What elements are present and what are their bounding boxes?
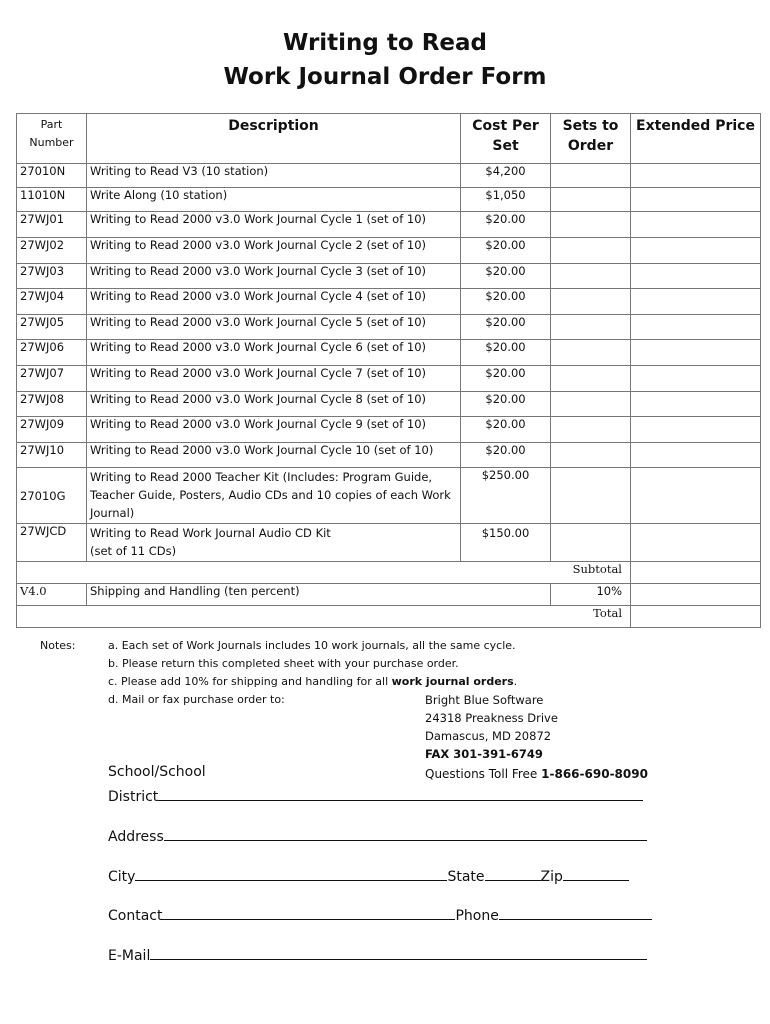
cost-per-set: $20.00 bbox=[461, 365, 551, 391]
zip-input-line[interactable] bbox=[563, 866, 629, 881]
notes-label: Notes: bbox=[40, 639, 76, 652]
contact-label: Contact bbox=[108, 908, 163, 924]
table-row bbox=[17, 212, 761, 238]
set-size: (set of 10) bbox=[366, 340, 427, 355]
description bbox=[87, 442, 461, 468]
contact-phone-field bbox=[108, 905, 652, 924]
description bbox=[87, 289, 461, 315]
school-input-line[interactable] bbox=[158, 786, 643, 801]
extended-price-cell[interactable] bbox=[631, 212, 761, 238]
toll-free-number: 1-866-690-8090 bbox=[541, 767, 648, 781]
address-input-line[interactable] bbox=[164, 826, 647, 841]
description bbox=[87, 164, 461, 188]
sets-to-order-cell[interactable] bbox=[551, 365, 631, 391]
description bbox=[87, 524, 461, 562]
description bbox=[87, 188, 461, 212]
toll-free-label: Questions Toll Free bbox=[425, 767, 538, 781]
extended-price-cell[interactable] bbox=[631, 188, 761, 212]
description-text: Write Along (10 station) bbox=[90, 188, 228, 202]
table-row bbox=[17, 238, 761, 264]
description bbox=[87, 263, 461, 289]
part-number: 27WJ01 bbox=[17, 212, 87, 238]
subtotal-cell[interactable] bbox=[631, 562, 761, 584]
note-d: d. Mail or fax purchase order to: bbox=[108, 693, 285, 706]
table-row bbox=[17, 340, 761, 366]
part-number: 27WJ04 bbox=[17, 289, 87, 315]
part-number: 27WJ05 bbox=[17, 314, 87, 340]
cost-per-set: $20.00 bbox=[461, 340, 551, 366]
set-size: (set of 10) bbox=[366, 238, 427, 252]
cost-per-set: $20.00 bbox=[461, 263, 551, 289]
audio-kit-title: Audio CD Kit bbox=[258, 526, 331, 541]
note-c bbox=[108, 673, 517, 691]
table-row bbox=[17, 263, 761, 289]
extended-price-cell[interactable] bbox=[631, 524, 761, 562]
sets-to-order-cell[interactable] bbox=[551, 442, 631, 468]
header-description: Description bbox=[87, 114, 461, 164]
sets-to-order-cell[interactable] bbox=[551, 524, 631, 562]
table-row bbox=[17, 314, 761, 340]
address-label: Address bbox=[108, 829, 164, 845]
subtotal-row bbox=[17, 562, 761, 584]
cost-per-set: $20.00 bbox=[461, 289, 551, 315]
table-row bbox=[17, 442, 761, 468]
table-row-audio-kit bbox=[17, 524, 761, 562]
description-text: Writing to Read 2000 v3.0 Work Journal Cycle bbox=[90, 365, 352, 380]
email-label: E-Mail bbox=[108, 948, 151, 964]
teacher-kit-pre: Writing to Read 2000 bbox=[90, 470, 212, 485]
mailing-address bbox=[425, 691, 648, 783]
description-text: Writing to Read 2000 v3.0 Work Journal Cycle bbox=[90, 238, 352, 252]
zip-label: Zip bbox=[540, 869, 563, 885]
part-number: 11010N bbox=[17, 188, 87, 212]
set-size: (set of 10) bbox=[366, 289, 427, 304]
extended-price-cell[interactable] bbox=[631, 289, 761, 315]
sets-to-order-cell[interactable] bbox=[551, 289, 631, 315]
description bbox=[87, 417, 461, 443]
set-size: (set of 10) bbox=[366, 263, 427, 278]
cost-per-set: $20.00 bbox=[461, 212, 551, 238]
title-line-2: Work Journal Order Form bbox=[223, 64, 547, 90]
toll-free-line bbox=[425, 765, 648, 783]
description bbox=[87, 314, 461, 340]
description-text: Writing to Read 2000 v3.0 Work Journal Cycle bbox=[90, 391, 352, 406]
sets-to-order-cell[interactable] bbox=[551, 212, 631, 238]
cost-per-set: $20.00 bbox=[461, 314, 551, 340]
total-cell[interactable] bbox=[631, 606, 761, 628]
part-number: 27010G bbox=[17, 468, 87, 524]
cost-per-set: $20.00 bbox=[461, 442, 551, 468]
cost-per-set: $1,050 bbox=[461, 188, 551, 212]
table-row-teacher-kit bbox=[17, 468, 761, 524]
description-text: Writing to Read 2000 v3.0 Work Journal Cycle bbox=[90, 263, 352, 278]
description bbox=[87, 340, 461, 366]
cycle-number: 1 bbox=[355, 212, 363, 226]
state-input-line[interactable] bbox=[485, 866, 541, 881]
cycle-number: 8 bbox=[355, 391, 363, 406]
cycle-number: 2 bbox=[355, 238, 363, 252]
part-number: 27WJ09 bbox=[17, 417, 87, 443]
shipping-percent: 10% bbox=[551, 584, 631, 606]
subtotal-label: Subtotal bbox=[17, 562, 631, 584]
extended-price-cell[interactable] bbox=[631, 442, 761, 468]
table-row bbox=[17, 164, 761, 188]
header-sets-to-order: Sets to Order bbox=[551, 114, 631, 164]
note-c-text: c. Please add 10% for shipping and handling for all bbox=[108, 675, 389, 688]
city-label: City bbox=[108, 869, 136, 885]
set-size: (set of 10) bbox=[366, 417, 427, 432]
fax-number: FAX 301-391-6749 bbox=[425, 747, 543, 761]
description-text: Writing to Read 2000 v3.0 Work Journal Cycle bbox=[90, 340, 352, 355]
part-number: 27WJ06 bbox=[17, 340, 87, 366]
email-field[interactable] bbox=[108, 945, 647, 964]
sets-to-order-cell[interactable] bbox=[551, 238, 631, 264]
city-state-zip: Damascus, MD 20872 bbox=[425, 729, 552, 743]
description-text: Writing to Read 2000 v3.0 Work Journal Cycle bbox=[90, 417, 352, 432]
extended-price-cell[interactable] bbox=[631, 365, 761, 391]
cost-per-set: $20.00 bbox=[461, 238, 551, 264]
school-label-line1: School/School bbox=[108, 764, 206, 780]
description-text: Writing to Read 2000 v3.0 Work Journal Cycle bbox=[90, 289, 352, 304]
table-row bbox=[17, 365, 761, 391]
note-a: a. Each set of Work Journals includes 10 work journals, all the same cycle. bbox=[108, 639, 516, 652]
description bbox=[87, 212, 461, 238]
shipping-label: Shipping and Handling (ten percent) bbox=[87, 584, 551, 606]
header-extended-price: Extended Price bbox=[631, 114, 761, 164]
cost-per-set: $150.00 bbox=[461, 524, 551, 562]
sets-to-order-cell[interactable] bbox=[551, 263, 631, 289]
note-b: b. Please return this completed sheet with your purchase order. bbox=[108, 657, 459, 670]
cycle-number: 5 bbox=[355, 314, 363, 329]
total-label: Total bbox=[17, 606, 631, 628]
description bbox=[87, 238, 461, 264]
table-row bbox=[17, 289, 761, 315]
school-field[interactable] bbox=[108, 786, 643, 805]
sets-to-order-cell[interactable] bbox=[551, 468, 631, 524]
sets-to-order-cell[interactable] bbox=[551, 417, 631, 443]
description-text: Writing to Read 2000 v3.0 Work Journal Cycle bbox=[90, 442, 352, 457]
note-c-end: . bbox=[513, 675, 518, 688]
header-part-number: Part Number bbox=[17, 114, 87, 164]
cycle-number: 3 bbox=[355, 263, 363, 278]
teacher-kit-details: (Includes: Program Guide, Teacher Guide, Posters, Audio CDs and 10 copies of each Work Journal) bbox=[90, 470, 451, 521]
extended-price-cell[interactable] bbox=[631, 468, 761, 524]
table-row bbox=[17, 188, 761, 212]
description-text: Writing to Read V3 (10 station) bbox=[90, 164, 269, 178]
set-size: (set of 10) bbox=[366, 391, 427, 406]
extended-price-cell[interactable] bbox=[631, 314, 761, 340]
version-label: V4.0 bbox=[17, 584, 87, 606]
description-text: Writing to Read 2000 v3.0 Work Journal Cycle bbox=[90, 212, 352, 226]
description bbox=[87, 391, 461, 417]
set-size: (set of 10) bbox=[366, 314, 427, 329]
sets-to-order-cell[interactable] bbox=[551, 340, 631, 366]
part-number: 27WJCD bbox=[17, 524, 87, 562]
sets-to-order-cell[interactable] bbox=[551, 164, 631, 188]
cycle-number: 10 bbox=[355, 442, 371, 457]
phone-input-line[interactable] bbox=[499, 905, 652, 920]
contact-input-line[interactable] bbox=[162, 905, 455, 920]
audio-kit-details: (set of 11 CDs) bbox=[90, 544, 177, 559]
order-table bbox=[16, 113, 761, 628]
table-row bbox=[17, 391, 761, 417]
description bbox=[87, 468, 461, 524]
city-state-zip-field bbox=[108, 866, 629, 885]
cycle-number: 4 bbox=[355, 289, 363, 304]
note-c-bold: work journal orders bbox=[391, 675, 514, 688]
street-address: 24318 Preakness Drive bbox=[425, 711, 558, 725]
cost-per-set: $20.00 bbox=[461, 391, 551, 417]
extended-price-cell[interactable] bbox=[631, 417, 761, 443]
phone-label: Phone bbox=[455, 908, 499, 924]
email-input-line[interactable] bbox=[150, 945, 647, 960]
company-name: Bright Blue Software bbox=[425, 693, 544, 707]
set-size: (set of 10) bbox=[366, 365, 427, 380]
audio-kit-pre: Writing to Read Work Journal bbox=[90, 526, 256, 541]
state-label: State bbox=[447, 869, 485, 885]
part-number: 27WJ10 bbox=[17, 442, 87, 468]
school-label-line2: District bbox=[108, 789, 159, 805]
set-size: (set of 10) bbox=[366, 212, 427, 226]
cycle-number: 9 bbox=[355, 417, 363, 432]
shipping-cell[interactable] bbox=[631, 584, 761, 606]
extended-price-cell[interactable] bbox=[631, 263, 761, 289]
sets-to-order-cell[interactable] bbox=[551, 391, 631, 417]
part-number: 27WJ03 bbox=[17, 263, 87, 289]
city-input-line[interactable] bbox=[135, 866, 447, 881]
table-row bbox=[17, 417, 761, 443]
cycle-number: 7 bbox=[355, 365, 363, 380]
part-number: 27WJ08 bbox=[17, 391, 87, 417]
header-cost-per-set: Cost Per Set bbox=[461, 114, 551, 164]
extended-price-cell[interactable] bbox=[631, 340, 761, 366]
part-number: 27WJ02 bbox=[17, 238, 87, 264]
sets-to-order-cell[interactable] bbox=[551, 314, 631, 340]
cost-per-set: $4,200 bbox=[461, 164, 551, 188]
extended-price-cell[interactable] bbox=[631, 238, 761, 264]
extended-price-cell[interactable] bbox=[631, 164, 761, 188]
title-line-1: Writing to Read bbox=[282, 30, 487, 56]
teacher-kit-title: Teacher Kit bbox=[215, 470, 279, 485]
part-number: 27WJ07 bbox=[17, 365, 87, 391]
description-text: Writing to Read 2000 v3.0 Work Journal Cycle bbox=[90, 314, 352, 329]
total-row bbox=[17, 606, 761, 628]
address-field[interactable] bbox=[108, 826, 647, 845]
shipping-row bbox=[17, 584, 761, 606]
part-number: 27010N bbox=[17, 164, 87, 188]
description bbox=[87, 365, 461, 391]
sets-to-order-cell[interactable] bbox=[551, 188, 631, 212]
extended-price-cell[interactable] bbox=[631, 391, 761, 417]
set-size: (set of 10) bbox=[373, 442, 434, 457]
cost-per-set: $20.00 bbox=[461, 417, 551, 443]
cost-per-set: $250.00 bbox=[461, 468, 551, 524]
cycle-number: 6 bbox=[355, 340, 363, 355]
